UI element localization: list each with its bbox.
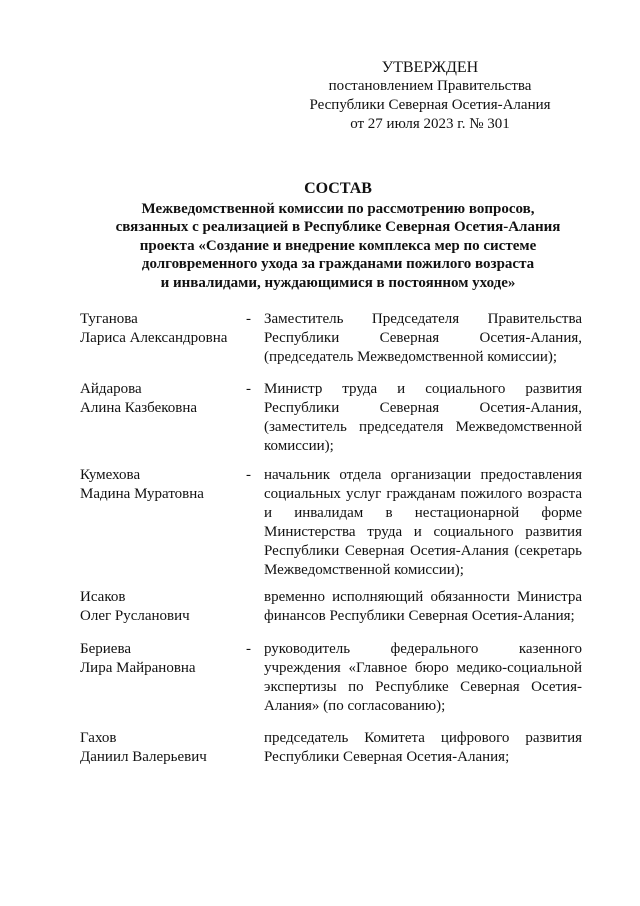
member-role: руководитель федерального казенного учреждения «Главное бюро медико-социальной экспертизы по Республике Северная Осетия-Алания» (по согласованию); <box>264 641 582 714</box>
approval-line: Республики Северная Осетия-Алания <box>309 97 551 113</box>
document-title: СОСТАВ <box>304 180 372 197</box>
approval-line: постановлением Правительства <box>328 78 532 94</box>
approval-line: от 27 июля 2023 г. № 301 <box>350 116 510 132</box>
approval-stamp <box>300 58 560 134</box>
member-name <box>80 466 250 504</box>
heading-line: связанных с реализацией в Республике Северная Осетия-Алания <box>115 219 561 235</box>
member-dash: - <box>246 381 251 397</box>
member-given-name: Мадина Муратовна <box>80 486 204 502</box>
member-surname: Гахов <box>80 730 117 746</box>
member-role: Заместитель Председателя Правительства Республики Северная Осетия-Алания, (председатель Межведомственной комиссии); <box>264 311 582 365</box>
member-role: Министр труда и социального развития Республики Северная Осетия-Алания, (заместитель председателя Межведомственной комиссии); <box>264 381 582 454</box>
member-name <box>80 640 250 678</box>
member-name <box>80 380 250 418</box>
member-given-name: Алина Казбековна <box>80 400 198 416</box>
member-role: начальник отдела организации предоставления социальных услуг гражданам пожилого возраста и инвалидам в нестационарной форме Министерства труда и социального развития Республики Северная Осетия-Алания (секретарь Межведомственной комиссии); <box>264 467 582 578</box>
heading-line: и инвалидами, нуждающимися в постоянном уходе» <box>160 274 516 291</box>
member-surname: Туганова <box>80 311 138 327</box>
member-surname: Бериева <box>80 641 131 657</box>
heading-line: долговременного ухода за гражданами пожилого возраста <box>141 256 535 272</box>
member-name <box>80 729 250 767</box>
document-heading <box>60 180 616 292</box>
approval-title: УТВЕРЖДЕН <box>381 59 479 76</box>
member-surname: Айдарова <box>80 381 142 397</box>
member-name <box>80 588 250 626</box>
member-dash: - <box>246 467 251 483</box>
member-role: председатель Комитета цифрового развития Республики Северная Осетия-Алания; <box>264 730 582 765</box>
member-given-name: Даниил Валерьевич <box>80 749 207 765</box>
member-given-name: Лира Майрановна <box>80 660 196 676</box>
member-dash: - <box>246 311 251 327</box>
member-surname: Исаков <box>80 589 126 605</box>
heading-line: Межведомственной комиссии по рассмотрению вопросов, <box>141 200 535 217</box>
member-name <box>80 310 250 348</box>
member-role: временно исполняющий обязанности Министра финансов Республики Северная Осетия-Алания; <box>264 589 582 624</box>
member-given-name: Лариса Александровна <box>80 330 228 346</box>
member-dash: - <box>246 641 251 657</box>
member-given-name: Олег Русланович <box>80 608 190 624</box>
heading-line: проекта «Создание и внедрение комплекса мер по системе <box>139 237 537 254</box>
member-surname: Кумехова <box>80 467 141 483</box>
